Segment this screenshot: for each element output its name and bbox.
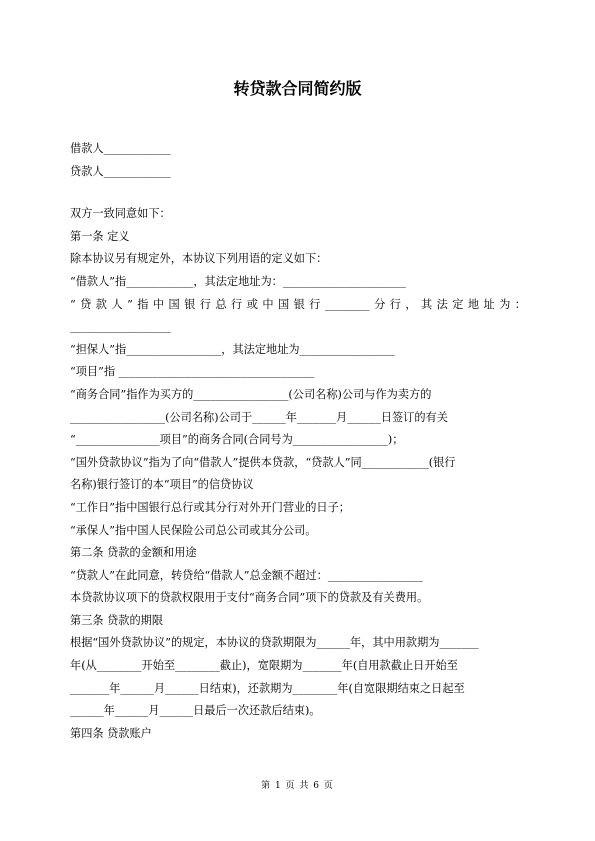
- paragraph-line: “借款人”指____________，其法定地址为：______________________: [70, 274, 406, 288]
- paragraph-line: 本贷款协议项下的贷款权限用于支付“商务合同”项下的贷款及有关费用。: [70, 591, 429, 605]
- paragraph-line: “项目”指 ___________________________________: [70, 365, 315, 379]
- lender-line: 贷款人____________: [70, 164, 171, 178]
- paragraph-line: ______年______月______日最后一次还款后结束)。: [70, 704, 321, 718]
- paragraph-line: “工作日”指中国银行总行或其分行对外开门营业的日子；: [70, 500, 350, 514]
- page-number: 第 1 页 共 6 页: [261, 781, 334, 791]
- paragraph-line: 名称)银行签订的本“项目”的信贷协议: [70, 478, 254, 492]
- paragraph-line: “国外贷款协议”指为了向“借款人”提供本贷款，“贷款人”同____________(银行: [70, 455, 456, 469]
- paragraph-line: “商务合同”指作为买方的_________________(公司名称)公司与作为卖方的: [70, 387, 432, 401]
- paragraph-line: “_______________项目”的商务合同(合同号为_________________)；: [70, 433, 404, 447]
- article-2-heading: 第二条 贷款的金额和用途: [70, 546, 197, 560]
- paragraph-line: __________________: [70, 320, 171, 334]
- article-3-heading: 第三条 贷款的期限: [70, 613, 164, 627]
- paragraph-line: 根据“国外贷款协议”的规定，本协议的贷款期限为______年，其中用款期为_______: [70, 636, 479, 650]
- paragraph-line: 除本协议另有规定外，本协议下列用语的定义如下：: [70, 252, 328, 266]
- borrower-line: 借款人____________: [70, 142, 171, 155]
- paragraph-line: “承保人”指中国人民保险公司总公司或其分公司。: [70, 523, 317, 537]
- spacer: [70, 183, 526, 203]
- paragraph-line: _________________(公司名称)公司于______年_______月______日签订的有关: [70, 410, 448, 424]
- article-4-heading: 第四条 贷款账户: [70, 726, 152, 740]
- intro-line: 双方一致同意如下：: [70, 207, 171, 221]
- document-body: [70, 138, 526, 745]
- paragraph-line: “贷款人”指中国银行总行或中国银行________分行，其法定地址为：: [70, 297, 526, 311]
- document-title: 转贷款合同简约版: [233, 79, 362, 98]
- paragraph-line: 年(从________开始至________截止)，宽限期为_______年(自用款截止日开始至: [70, 659, 458, 673]
- paragraph-line: _______年______月______日结束)，还款期为________年(自宽限期结束之日起至: [70, 681, 465, 695]
- paragraph-line: “担保人”指_________________，其法定地址为_________________: [70, 342, 395, 356]
- article-1-heading: 第一条 定义: [70, 229, 130, 243]
- paragraph-line: “贷款人”在此同意，转贷给“借款人”总金额不超过：_________________: [70, 568, 423, 582]
